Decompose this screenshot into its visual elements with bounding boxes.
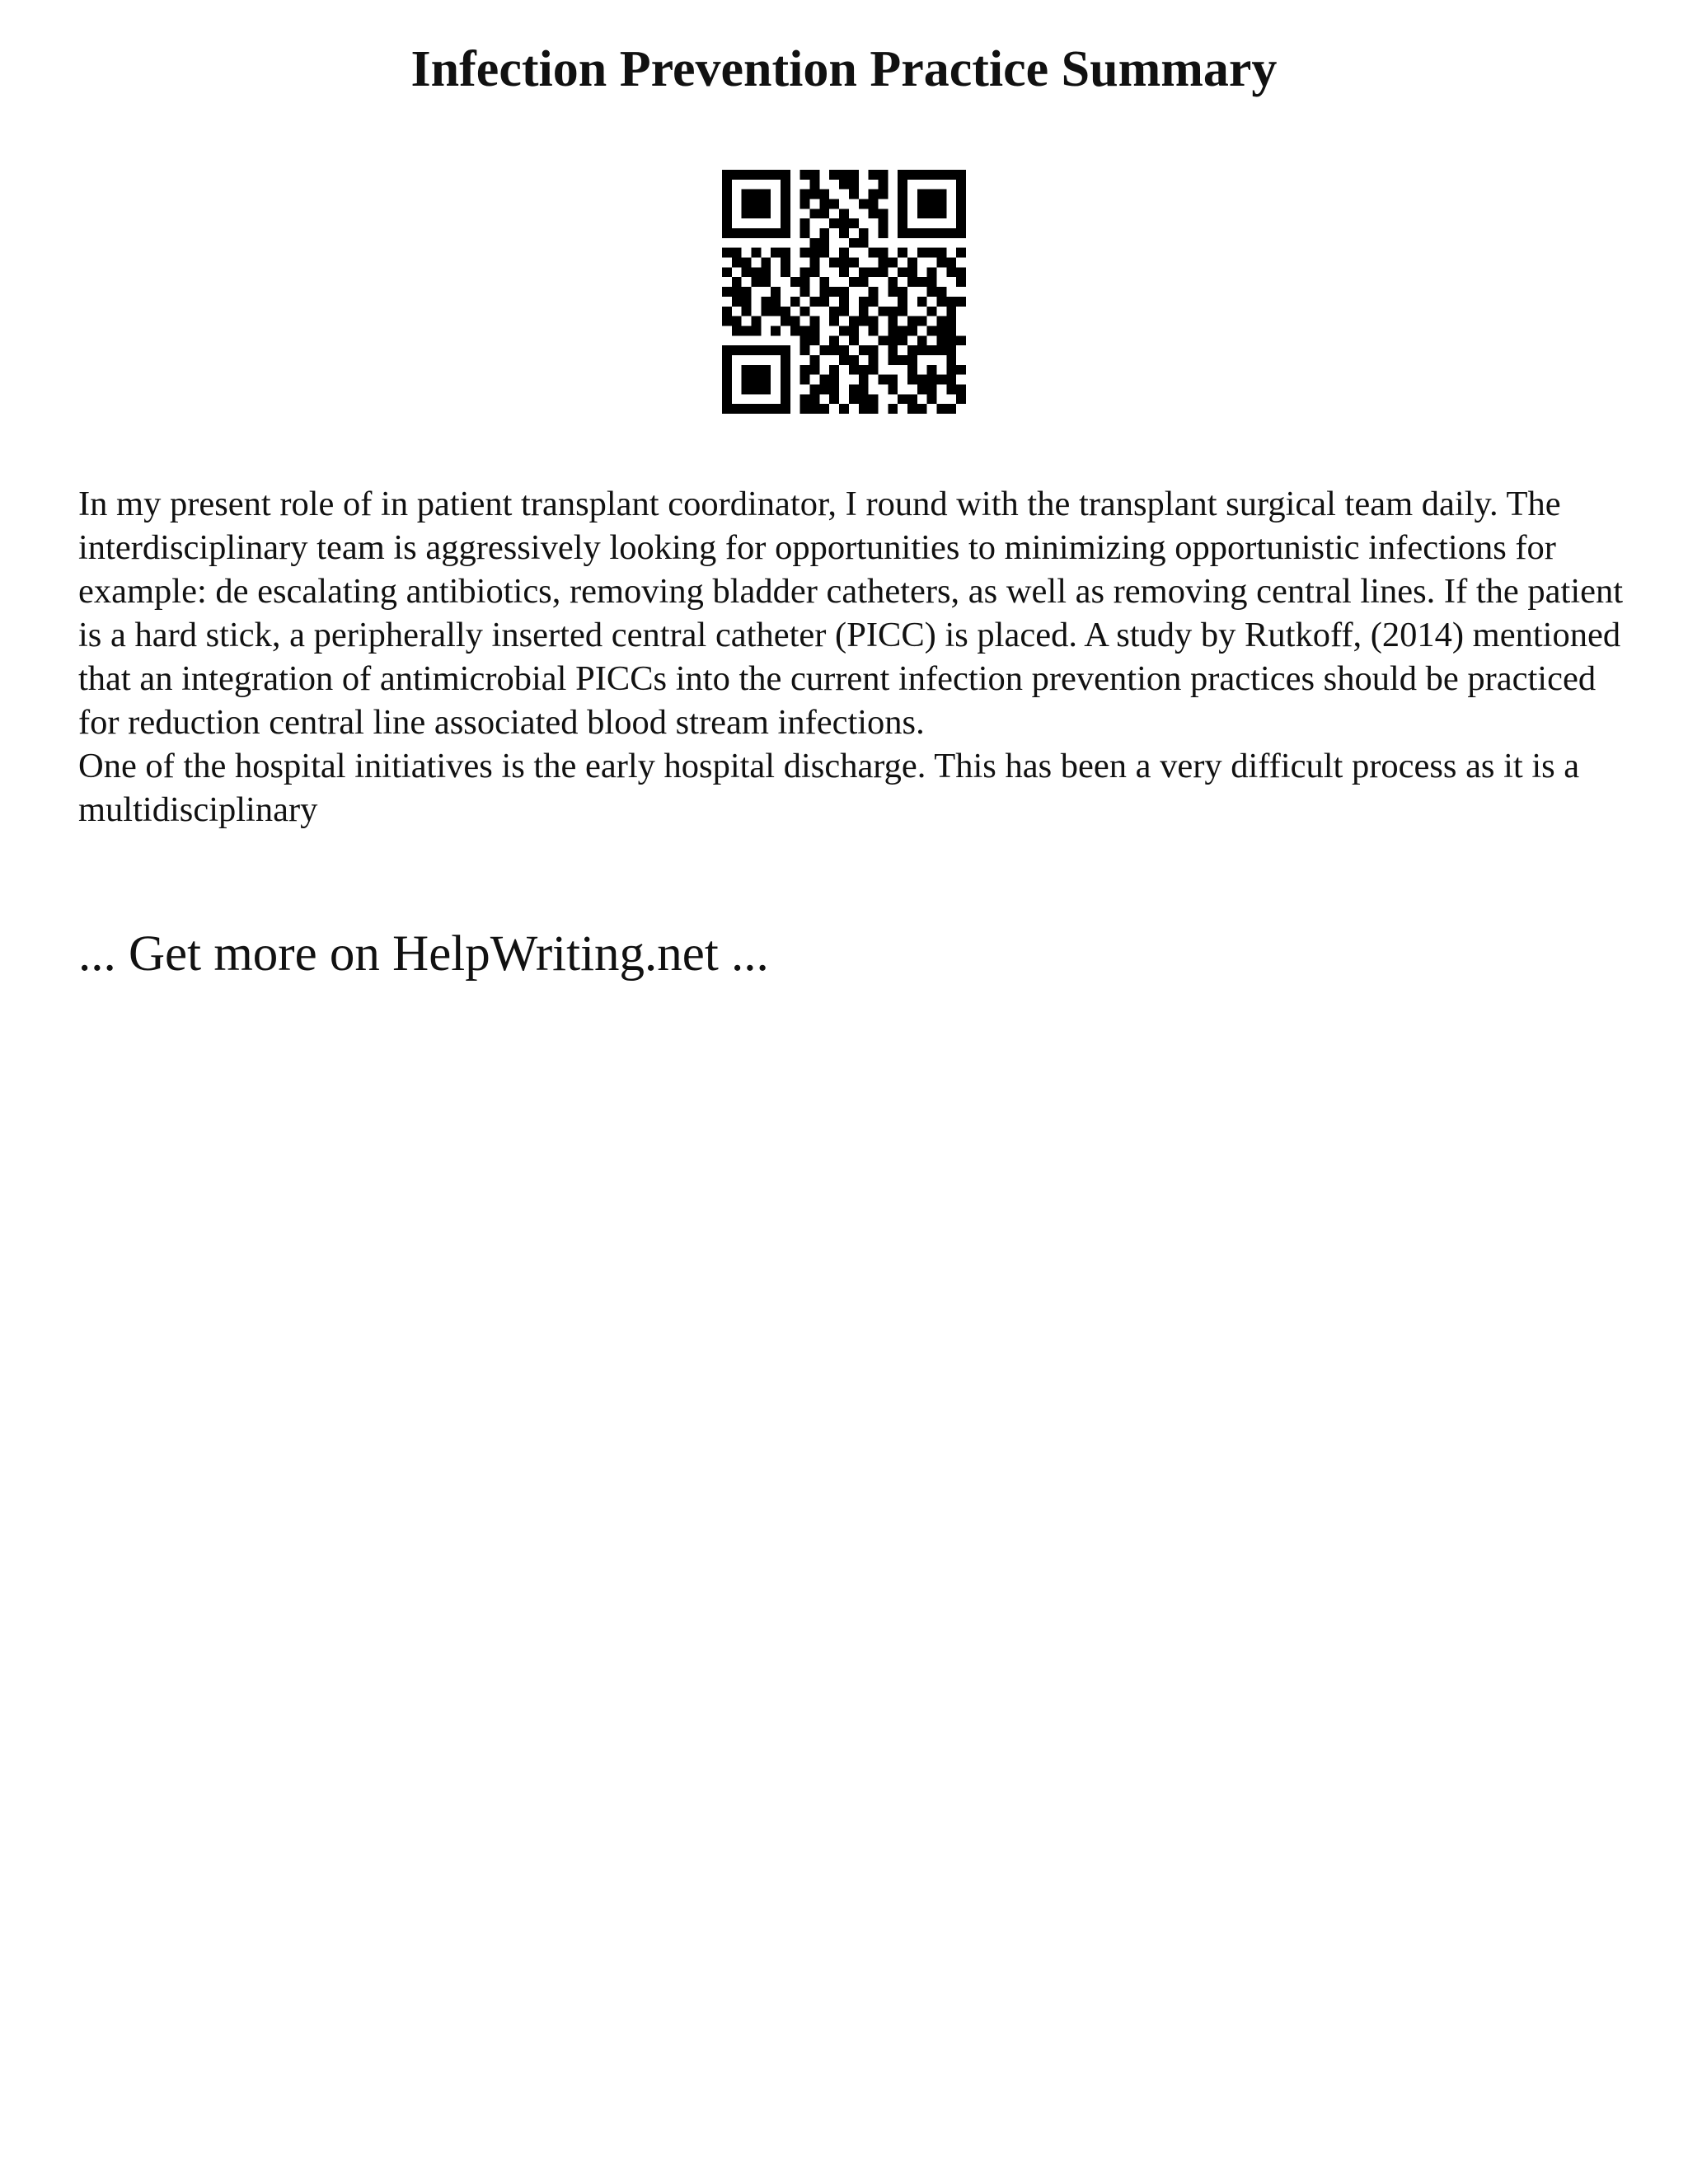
qr-code-icon[interactable] [722, 170, 966, 414]
body-text [78, 482, 1628, 832]
get-more-link[interactable]: ... Get more on HelpWriting.net ... [78, 926, 769, 982]
paragraph-1: In my present role of in patient transplant coordinator, I round with the transplant surgical team daily. The interdisciplinary team is aggressively looking for opportunities to minimizing opportunistic infections for example: de escalating antibiotics, removing bladder catheters, as well as removing central lines. If the patient is a hard stick, a peripherally inserted central catheter (PICC) is placed. A study by Rutkoff, (2014) mentioned that an integration of antimicrobial PICCs into the current infection prevention practices should be practiced for reduction central line associated blood stream infections. [78, 485, 1624, 742]
document-title: Infection Prevention Practice Summary [410, 41, 1278, 97]
paragraph-2: One of the hospital initiatives is the early hospital discharge. This has been a very difficult process as it is a multidisciplinary [78, 747, 1580, 829]
